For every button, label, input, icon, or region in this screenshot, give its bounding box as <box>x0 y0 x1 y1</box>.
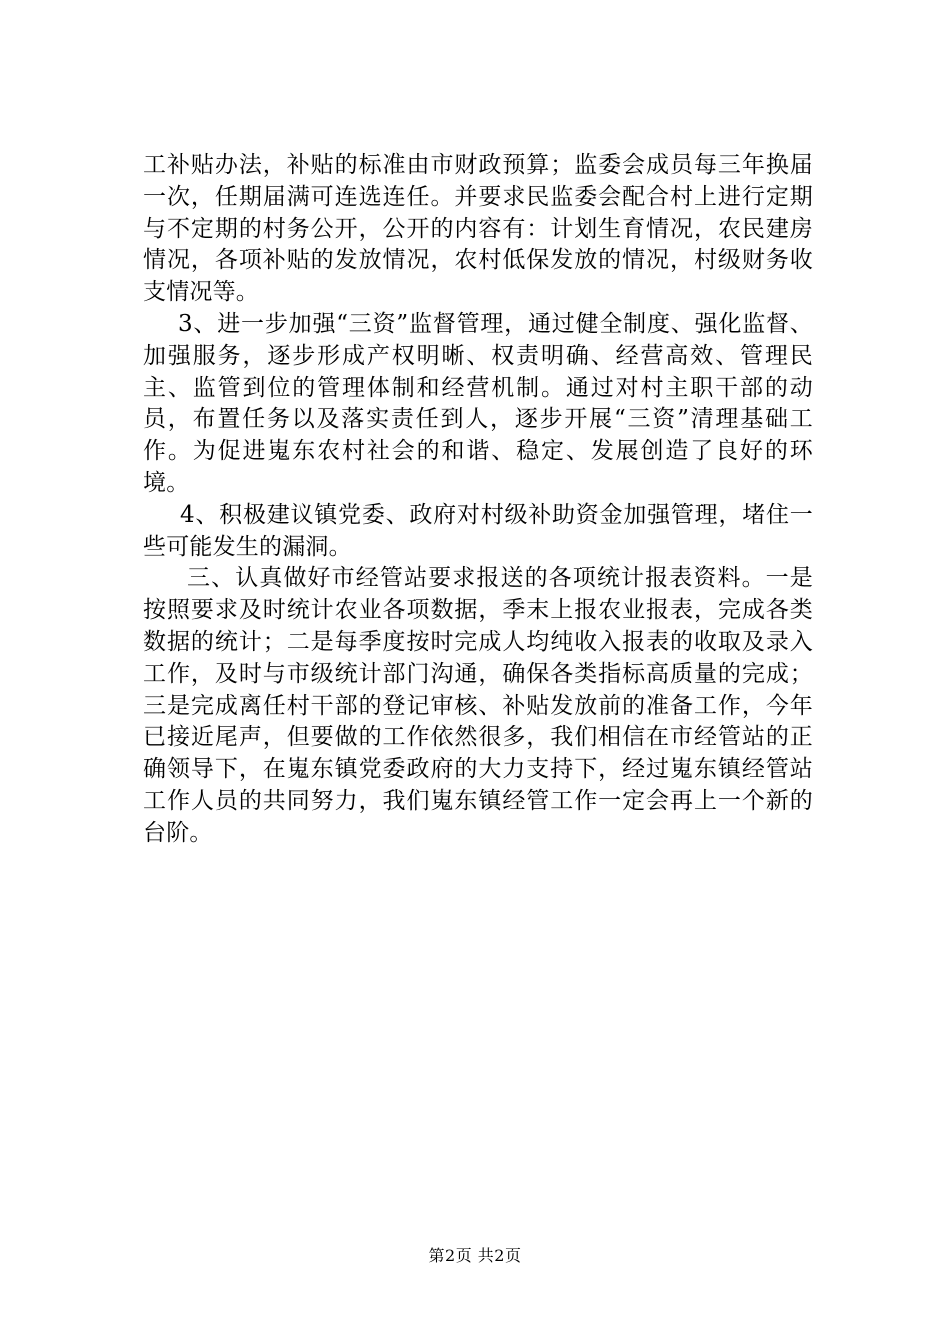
page-footer: 第2页 共2页 <box>428 1246 522 1265</box>
paragraph-continuation: 工补贴办法，补贴的标准由市财政预算；监委会成员每三年换届一次，任期届满可连选连任。并要求民监委会配合村上进行定期与不定期的村务公开，公开的内容有：计划生育情况，农民建房情况，各项补贴的发放情况，农村低保发放的情况，村级财务收支情况等。 <box>143 152 813 306</box>
paragraph-item-3: 3、进一步加强“三资”监督管理，通过健全制度、强化监督、加强服务，逐步形成产权明晰、权责明确、经营高效、管理民主、监管到位的管理体制和经营机制。通过对村主职干部的动员，布置任务以及落实责任到人，逐步开展“三资”清理基础工作。为促进嵬东农村社会的和谐、稳定、发展创造了良好的环境。 <box>143 310 813 496</box>
document-body <box>143 150 813 850</box>
paragraph-section-3: 三、认真做好市经管站要求报送的各项统计报表资料。一是按照要求及时统计农业各项数据，季末上报农业报表，完成各类数据的统计；二是每季度按时完成人均纯收入报表的收取及录入工作，及时与市级统计部门沟通，确保各类指标高质量的完成；三是完成离任村干部的登记审核、补贴发放前的准备工作，今年已接近尾声，但要做的工作依然很多，我们相信在市经管站的正确领导下，在嵬东镇党委政府的大力支持下，经过嵬东镇经管站工作人员的共同努力，我们嵬东镇经管工作一定会再上一个新的台阶。 <box>143 565 813 846</box>
paragraph-item-4: 4、积极建议镇党委、政府对村级补助资金加强管理，堵住一些可能发生的漏洞。 <box>143 501 813 560</box>
